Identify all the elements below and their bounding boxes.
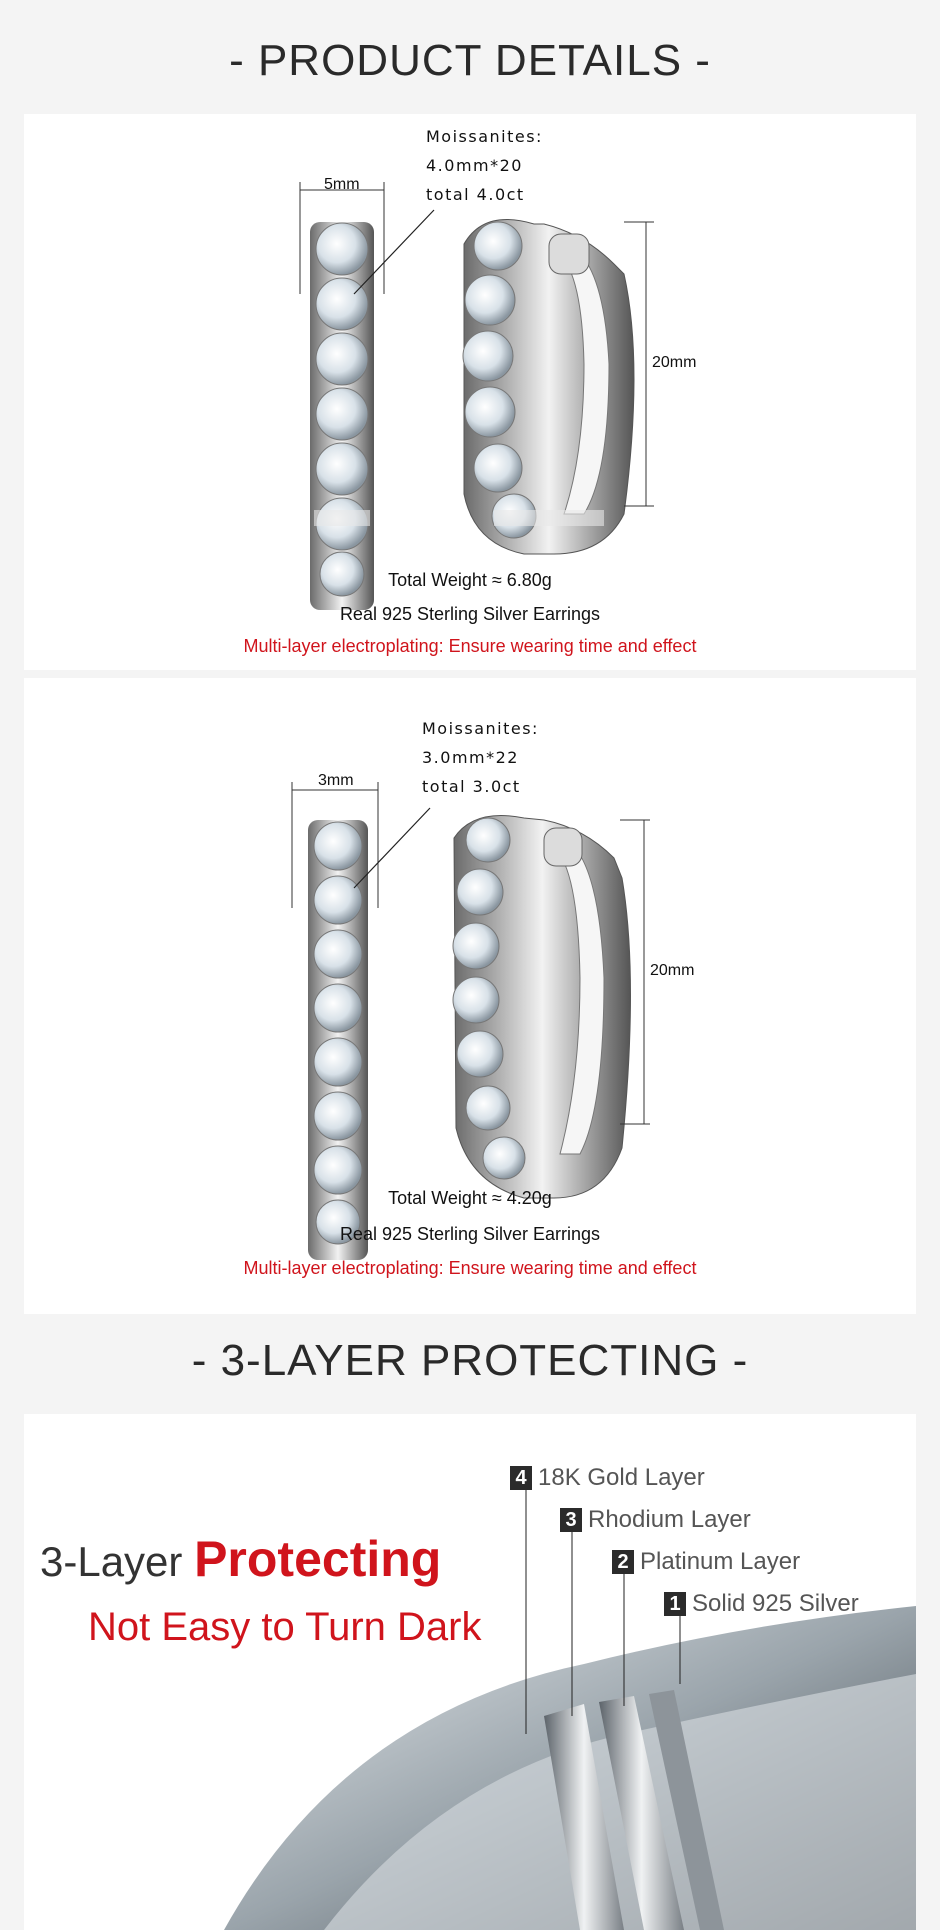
layer-item-1 [664, 1590, 859, 1618]
material: Real 925 Sterling Silver Earrings [339, 1224, 601, 1244]
product-card-2 [24, 678, 916, 1314]
spec-total: total 4.0ct [426, 185, 525, 204]
layer-label-2: Platinum Layer [640, 1548, 801, 1575]
product-card-1 [24, 114, 916, 670]
layer-label-4: 18K Gold Layer [538, 1464, 705, 1491]
layer-number-1: 1 [664, 1592, 686, 1616]
width-label: 5mm [324, 176, 360, 193]
layer-number-3: 3 [560, 1508, 582, 1532]
layer-item-3 [560, 1506, 751, 1534]
layer-label-3: Rhodium Layer [588, 1506, 751, 1533]
layer-item-2 [612, 1548, 800, 1576]
spec-title: Moissanites: [422, 719, 539, 738]
layer-title [40, 1530, 441, 1588]
layer-subtitle: Not Easy to Turn Dark [88, 1605, 482, 1649]
height-label: 20mm [650, 962, 695, 979]
total-weight: Total Weight ≈ 6.80g [388, 570, 552, 590]
spec-total: total 3.0ct [422, 777, 521, 796]
gem-spec-1 [426, 122, 543, 209]
spec-size: 4.0mm*20 [426, 156, 523, 175]
layer-number-4: 4 [510, 1466, 532, 1490]
total-weight: Total Weight ≈ 4.20g [388, 1188, 552, 1208]
height-label: 20mm [652, 354, 697, 371]
spec-size: 3.0mm*22 [422, 748, 519, 767]
layer-title-prefix: 3-Layer [40, 1538, 195, 1585]
section-heading-product-details: - PRODUCT DETAILS - [229, 36, 711, 85]
section-heading-protecting: - 3-LAYER PROTECTING - [191, 1336, 749, 1385]
gem-spec-2 [422, 714, 539, 801]
plating-note: Multi-layer electroplating: Ensure wearing time and effect [243, 636, 697, 656]
layer-item-4 [510, 1464, 705, 1492]
layer-number-2: 2 [612, 1550, 634, 1574]
material: Real 925 Sterling Silver Earrings [339, 604, 601, 624]
width-label: 3mm [318, 772, 354, 789]
ring-layer-illustration [24, 1414, 916, 1930]
spec-title: Moissanites: [426, 127, 543, 146]
layer-label-1: Solid 925 Silver [692, 1590, 859, 1617]
layer-title-strong: Protecting [194, 1531, 442, 1587]
plating-note: Multi-layer electroplating: Ensure wearing time and effect [243, 1258, 697, 1278]
layer-card [24, 1414, 916, 1930]
